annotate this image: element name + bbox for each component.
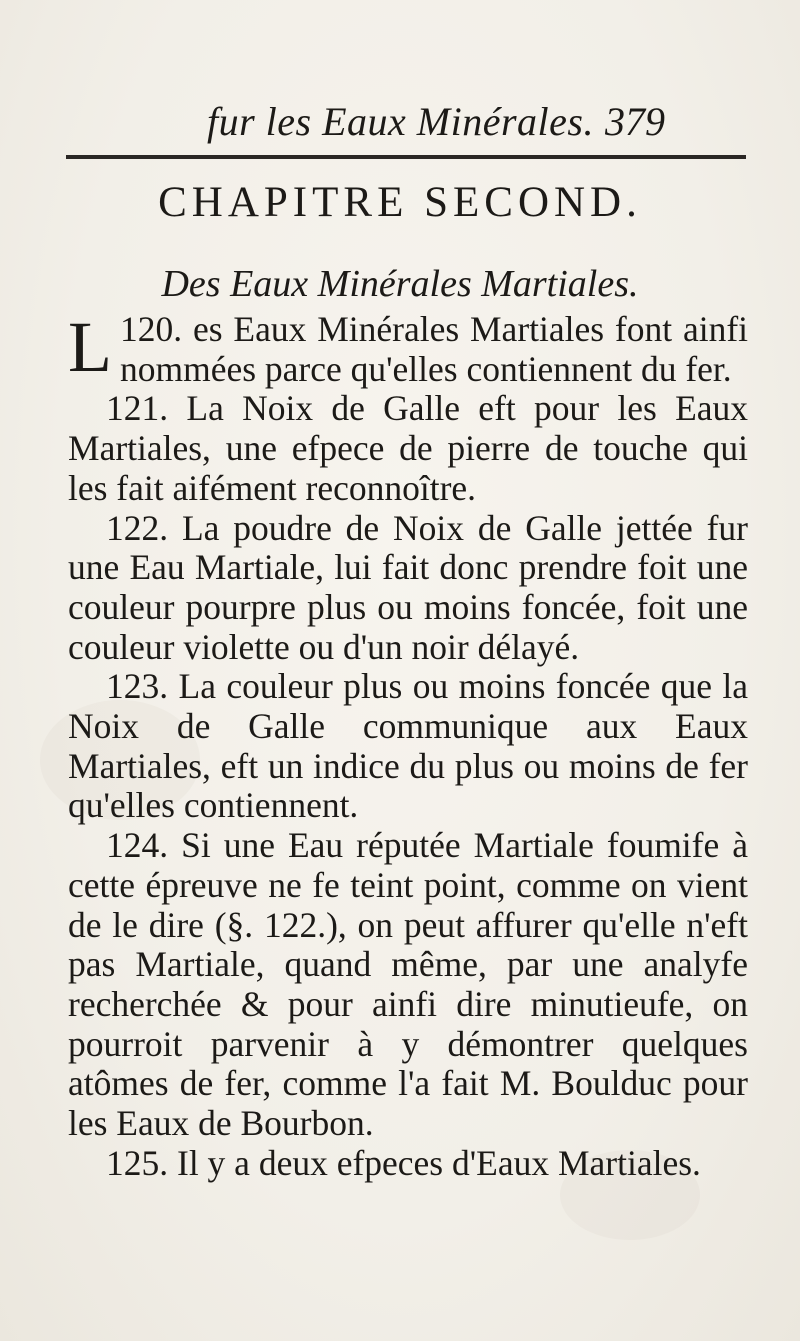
- paragraph-124: [68, 826, 748, 1144]
- paragraph-122: [68, 509, 748, 668]
- paragraph-number: 124.: [106, 825, 169, 866]
- header-rule: [66, 155, 746, 159]
- paragraph-text: Il y a deux efpeces d'Eaux Martiales.: [177, 1142, 701, 1183]
- chapter-subtitle: Des Eaux Minérales Martiales.: [161, 263, 639, 305]
- paragraph-number: 123.: [106, 666, 169, 707]
- paragraph-number: 122.: [106, 507, 169, 548]
- running-head: [0, 98, 800, 148]
- paragraph-125: [68, 1144, 748, 1184]
- paragraph-123: [68, 667, 748, 826]
- paragraph-text: La poudre de Noix de Galle jettée fur une Eau Martiale, lui fait donc prendre foit une couleur pourpre plus ou moins foncée, foit une couleur violette ou d'un noir délayé.: [68, 507, 748, 667]
- body-text: [68, 307, 749, 1183]
- paragraph-text: La couleur plus ou moins foncée que la Noix de Galle communique aux Eaux Martiales, eft un indice du plus ou moins de fer qu'elles contiennent.: [68, 666, 749, 826]
- paragraph-number: 120.: [119, 309, 183, 349]
- paragraph-number: 125.: [106, 1142, 169, 1183]
- chapter-title: CHAPITRE SECOND.: [158, 179, 642, 226]
- paragraph-text: Si une Eau réputée Martiale foumife à cette épreuve ne fe teint point, comme on vient de le dire (§. 122.), on peut affurer qu'elle n'eft pas Martiale, quand même, par une analyfe recherchée & pour ainfi dire minutieufe, on pourroit parvenir à y démontrer quelques atômes de fer, comme l'a fait M. Boulduc pour les Eaux de Bourbon.: [68, 825, 748, 1144]
- running-title: fur les Eaux Minérales.: [207, 99, 594, 144]
- paragraph-text: La Noix de Galle eft pour les Eaux Martiales, une efpece de pierre de touche qui les fait aifément reconnoître.: [68, 388, 749, 508]
- paragraph-120: [68, 307, 749, 389]
- page-number: 379: [605, 99, 665, 144]
- paragraph-text: es Eaux Minérales Martiales font ainfi nommées parce qu'elles contiennent du fer.: [119, 309, 749, 389]
- paragraph-number: 121.: [106, 388, 169, 429]
- drop-cap: L: [68, 307, 112, 387]
- paragraph-121: [68, 389, 748, 508]
